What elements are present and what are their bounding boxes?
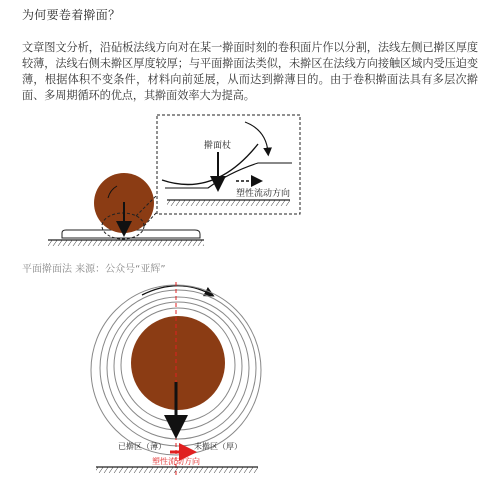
label-flow-direction: 塑性流动方向: [236, 189, 291, 199]
label-rolling-pin: 擀面杖: [204, 141, 232, 151]
label-flow-direction-red: 塑性流动方向: [152, 457, 200, 466]
rotation-arrow-detail: [245, 122, 268, 152]
table-hatch-left: [48, 240, 204, 246]
article-heading: 为何要卷着擀面？: [22, 8, 121, 22]
figure1-flat-rolling: [48, 115, 300, 246]
figure-caption: 平面擀面法 来源：公众号“亚辉”: [22, 264, 166, 275]
label-unrolled-zone: 未擀区（厚）: [194, 442, 242, 451]
detail-box: [157, 115, 300, 214]
table-hatch-large: [96, 467, 258, 473]
article-paragraph: 文章图文分析，沿砧板法线方向对在某一擀面时刻的卷积面片作以分割，法线左侧已擀区厚度较薄，法线右侧未擀区厚度较厚；与平面擀面法类似，未擀区在法线方向接触区域内受压迫变薄，根据体积不变条件，材料向前延展，从而达到擀薄目的。由于卷积擀面法具有多层次擀面、多周期循环的优点，其擀面效率大为提高。: [22, 41, 478, 102]
label-rolled-zone: 已擀区（薄）: [118, 442, 166, 451]
rolling-pin-large: [131, 316, 225, 410]
figure2-rolled-rolling: [91, 282, 261, 476]
table-hatch-detail: [167, 200, 290, 206]
